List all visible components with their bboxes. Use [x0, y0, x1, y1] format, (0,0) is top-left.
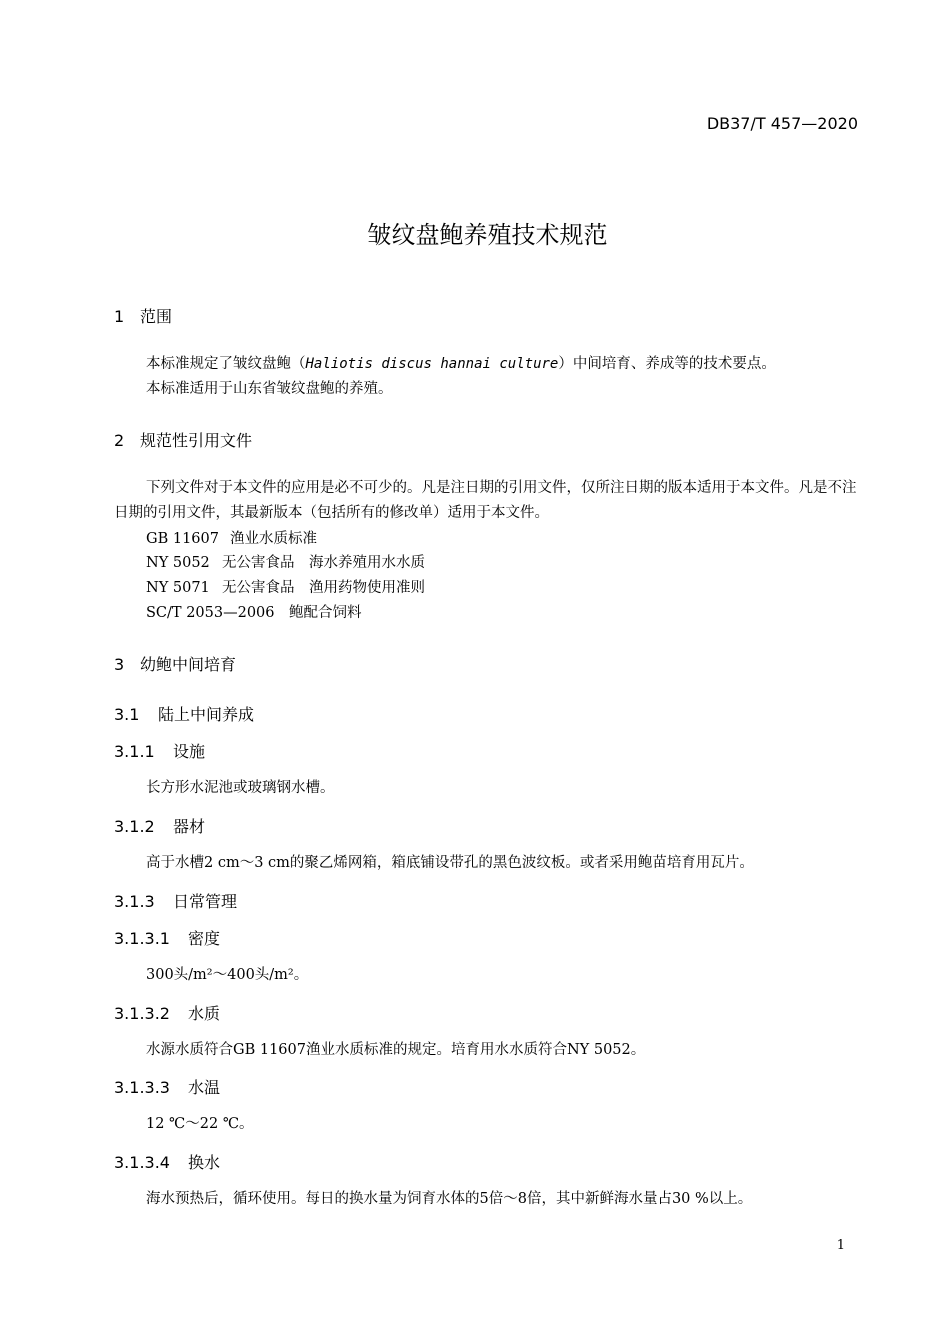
- section-title: 陆上中间养成: [158, 705, 255, 724]
- reference-code: SC/T 2053—2006: [146, 605, 275, 621]
- equipment-text: 高于水槽2 cm～3 cm的聚乙烯网箱，箱底铺设带孔的黑色波纹板。或者采用鲍苗培育用瓦片。: [146, 855, 754, 871]
- section-2-heading: [114, 428, 252, 451]
- section-title: 水温: [188, 1078, 221, 1097]
- section-3-1-3-2-heading: [114, 1001, 220, 1024]
- section-title: 范围: [140, 307, 173, 326]
- section-3-heading: [114, 652, 236, 675]
- section-title: 规范性引用文件: [140, 431, 253, 450]
- water-temperature-text: 12 ℃～22 ℃。: [146, 1116, 254, 1132]
- water-quality-text: 水源水质符合GB 11607渔业水质标准的规定。培育用水水质符合NY 5052。: [146, 1042, 646, 1058]
- section-number: 3.1.3: [114, 892, 155, 911]
- section-number: 3: [114, 655, 125, 674]
- section-number: 3.1.3.1: [114, 929, 170, 948]
- section-3-1-3-4-heading: [114, 1150, 220, 1173]
- section-1-heading: [114, 304, 172, 327]
- document-title: 皱纹盘鲍养殖技术规范: [367, 221, 608, 249]
- scope-text-b: ）中间培育、养成等的技术要点。: [558, 356, 776, 372]
- section-title: 幼鲍中间培育: [140, 655, 237, 674]
- standard-code: DB37/T 457—2020: [706, 114, 858, 133]
- section-title: 水质: [188, 1004, 221, 1023]
- section-title: 设施: [173, 742, 206, 761]
- reference-title: 无公害食品 海水养殖用水水质: [222, 555, 425, 571]
- scope-paragraph-2: 本标准适用于山东省皱纹盘鲍的养殖。: [146, 381, 393, 397]
- reference-title: 无公害食品 渔用药物使用准则: [222, 580, 425, 596]
- section-number: 3.1.3.2: [114, 1004, 170, 1023]
- section-number: 3.1.3.4: [114, 1153, 170, 1172]
- section-number: 2: [114, 431, 125, 450]
- section-number: 1: [114, 307, 125, 326]
- reference-code: NY 5071: [146, 580, 210, 596]
- section-3-1-3-1-heading: [114, 926, 220, 949]
- section-3-1-2-heading: [114, 814, 205, 837]
- section-title: 日常管理: [173, 892, 238, 911]
- page-number: 1: [836, 1238, 845, 1253]
- reference-code: GB 11607: [146, 531, 219, 547]
- section-title: 换水: [188, 1153, 221, 1172]
- water-exchange-text: 海水预热后，循环使用。每日的换水量为饲育水体的5倍～8倍，其中新鲜海水量占30 %以上。: [146, 1191, 753, 1207]
- facility-text: 长方形水泥池或玻璃钢水槽。: [146, 780, 335, 796]
- section-title: 密度: [188, 929, 221, 948]
- section-3-1-heading: [114, 702, 254, 725]
- section-3-1-3-3-heading: [114, 1075, 220, 1098]
- section-number: 3.1.3.3: [114, 1078, 170, 1097]
- density-text: 300头/m²～400头/m²。: [146, 967, 309, 983]
- reference-item: [146, 527, 317, 548]
- reference-item: [146, 576, 425, 597]
- section-title: 器材: [173, 817, 206, 836]
- section-3-1-3-heading: [114, 889, 237, 912]
- reference-title: 渔业水质标准: [230, 531, 317, 547]
- reference-item: [146, 551, 425, 572]
- section-3-1-1-heading: [114, 739, 205, 762]
- scope-paragraph-1: [146, 352, 776, 373]
- reference-item: [146, 601, 362, 622]
- reference-title: 鲍配合饲料: [289, 605, 362, 621]
- section-number: 3.1.2: [114, 817, 155, 836]
- section-number: 3.1.1: [114, 742, 155, 761]
- references-intro: 下列文件对于本文件的应用是必不可少的。凡是注日期的引用文件，仅所注日期的版本适用于本文件。凡是不注日期的引用文件，其最新版本（包括所有的修改单）适用于本文件。: [114, 480, 857, 521]
- scope-text-a: 本标准规定了皱纹盘鲍（: [146, 356, 306, 372]
- latin-name: Haliotis discus hannai culture: [305, 356, 559, 372]
- reference-code: NY 5052: [146, 555, 210, 571]
- section-number: 3.1: [114, 705, 140, 724]
